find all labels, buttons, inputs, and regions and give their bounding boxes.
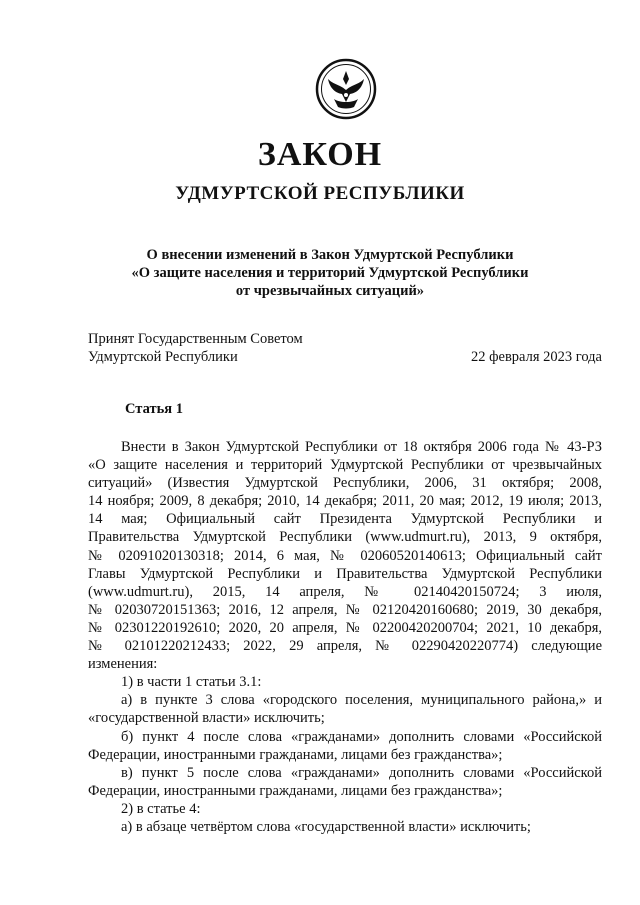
body-line: 14 мая; Официальный сайт Президента Удмуртской Республики и bbox=[88, 511, 602, 528]
body-line: 1) в части 1 статьи 3.1: bbox=[121, 674, 262, 691]
body-line: Главы Удмуртской Республики и Правительства Удмуртской Республики bbox=[88, 565, 602, 582]
body-line: а) в пункте 3 слова «городского поселения, муниципального района,» и bbox=[121, 692, 602, 709]
body-line: «государственной власти» исключить; bbox=[88, 710, 325, 727]
republic-title: УДМУРТСКОЙ РЕСПУБЛИКИ bbox=[175, 183, 465, 204]
body-line: Федерации, иностранными гражданами, лицами без гражданства»; bbox=[88, 746, 503, 763]
body-line: (www.udmurt.ru), 2015, 14 апреля, № 02140420150724; 3 июля, bbox=[88, 583, 602, 600]
subtitle-line: О внесении изменений в Закон Удмуртской Республики bbox=[146, 247, 514, 263]
body-line: № 02301220192610; 2020, 20 апреля, № 02200420200704; 2021, 10 декабря, bbox=[88, 619, 602, 636]
body-line: № 02101220212433; 2022, 29 апреля, № 02290420220774) следующие bbox=[88, 638, 602, 655]
body-line: Федерации, иностранными гражданами, лицами без гражданства»; bbox=[88, 782, 503, 799]
body-line: б) пункт 4 после слова «гражданами» дополнить словами «Российской bbox=[121, 728, 602, 745]
body-line: № 02091020130318; 2014, 6 мая, № 02060520140613; Официальный сайт bbox=[88, 547, 602, 564]
adoption-line: Удмуртской Республики bbox=[88, 349, 238, 365]
body-line: 14 ноября; 2009, 8 декабря; 2010, 14 декабря; 2011, 20 мая; 2012, 19 июля; 2013, bbox=[88, 493, 602, 510]
subtitle-line: «О защите населения и территорий Удмуртской Республики bbox=[131, 265, 529, 281]
article-body bbox=[88, 438, 602, 836]
adoption-statement bbox=[88, 330, 303, 366]
law-subtitle bbox=[40, 246, 620, 300]
subtitle-line: от чрезвычайных ситуаций» bbox=[235, 283, 425, 299]
body-line: Внести в Закон Удмуртской Республики от 18 октября 2006 года № 43-РЗ bbox=[121, 439, 602, 455]
body-line: Правительства Удмуртской Республики (www.udmurt.ru), 2013, 9 октября, bbox=[88, 529, 602, 546]
article-heading: Статья 1 bbox=[125, 401, 183, 417]
body-line: в) пункт 5 после слова «гражданами» дополнить словами «Российской bbox=[121, 764, 602, 781]
body-line: 2) в статье 4: bbox=[121, 800, 201, 817]
body-line: «О защите населения и территорий Удмуртской Республики от чрезвычайных bbox=[88, 457, 602, 474]
body-line: а) в абзаце четвёртом слова «государственной власти» исключить; bbox=[121, 818, 531, 835]
adoption-line: Принят Государственным Советом bbox=[88, 331, 303, 347]
body-line: ситуаций» (Известия Удмуртской Республики, 2006, 31 октября; 2008, bbox=[88, 475, 602, 492]
body-line: изменения: bbox=[88, 656, 158, 673]
coat-of-arms-emblem bbox=[314, 57, 378, 121]
body-line: № 02030720151363; 2016, 12 апреля, № 02120420160680; 2019, 30 декабря, bbox=[88, 601, 602, 618]
adoption-date: 22 февраля 2023 года bbox=[470, 349, 602, 365]
law-title: ЗАКОН bbox=[257, 136, 383, 173]
